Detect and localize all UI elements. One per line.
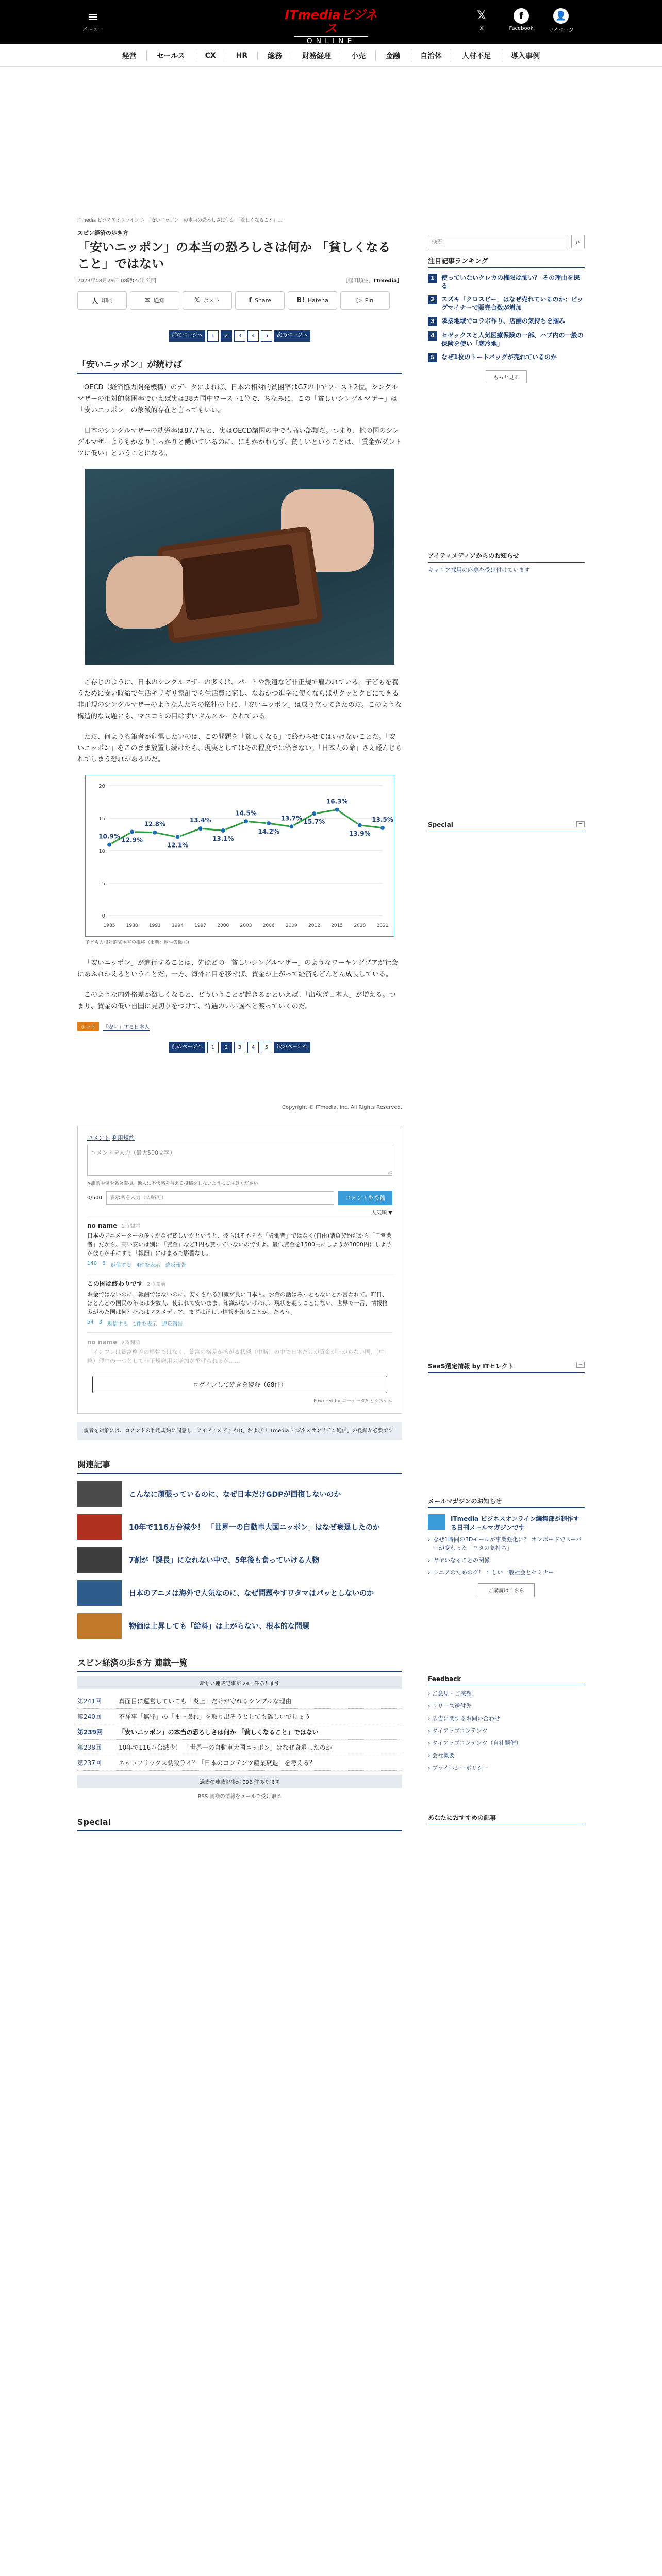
related-thumbnail bbox=[77, 1580, 122, 1606]
next-page-button[interactable]: 次のページへ bbox=[274, 330, 310, 342]
comment-label: コメント 利用規約 bbox=[87, 1134, 135, 1141]
ranking-number: 4 bbox=[428, 331, 437, 341]
facebook-link[interactable] bbox=[508, 8, 535, 31]
x-tick-label: 2009 bbox=[285, 923, 297, 928]
feedback-link[interactable]: › 広告に関するお問い合わせ bbox=[428, 1714, 585, 1722]
data-label: 12.8% bbox=[144, 820, 166, 828]
share-icon: ✉ bbox=[144, 296, 151, 304]
data-label: 14.2% bbox=[258, 828, 279, 836]
data-point bbox=[175, 835, 180, 839]
recommend-heading: あなたにおすすめの記事 bbox=[428, 1813, 585, 1824]
body-paragraph: OECD（経済協力開発機構）のデータによれば、日本の相対的貧困率はG7の中でワースト2位。シングルマザーの相対的貧困率でいえば実は38カ国中ワースト1位で、ちなみに、この「貧しいシングルマザー」は「安いニッポン」の象徴的存在と言ってもいい。 bbox=[77, 384, 398, 414]
feedback-link[interactable]: › タイアップコンテンツ（自社開催） bbox=[428, 1739, 585, 1747]
series-row[interactable] bbox=[77, 1693, 402, 1709]
hand-shape bbox=[106, 556, 183, 629]
comment-name: この国は終わりです bbox=[87, 1280, 143, 1287]
feedback-link[interactable]: › 会社概要 bbox=[428, 1751, 585, 1759]
x-tick-label: 2012 bbox=[308, 923, 320, 928]
series-list-heading: スピン経済の歩き方 連載一覧 bbox=[77, 1656, 402, 1672]
body-paragraph: ご存じのように、日本のシングルマザーの多くは、パートや派遣など非正規で雇われている。子どもを養うために安い時給で生活ギリギリ家計でも生活費に窮し、なおかつ進学に使くならばサクッとクビにできる非正規のシングルマザーのような人たちの犠牲の上に、「安いニッポン」は成り立ってきたのだ。このような構造的な問題にも、マスコミの目はずいぶんスルーされている。 bbox=[77, 679, 402, 720]
series-row[interactable] bbox=[77, 1709, 402, 1724]
share-bar bbox=[77, 291, 402, 310]
related-item[interactable] bbox=[77, 1580, 402, 1606]
body-paragraph: このような内外格差が激しくなると、どういうことが起きるかといえば、「出稼ぎ日本人」が増える。つまり、賃金の低い自国に見切りをつけて、待遇のいい国へと渡っていくのだ。 bbox=[77, 991, 396, 1010]
search-icon[interactable]: ⌕ bbox=[571, 235, 585, 248]
data-label: 12.1% bbox=[167, 841, 189, 849]
related-item[interactable] bbox=[77, 1613, 402, 1639]
x-tick-label: 1997 bbox=[194, 923, 207, 928]
data-point bbox=[244, 819, 249, 824]
comment-name: no name bbox=[87, 1222, 118, 1229]
series-rows bbox=[77, 1693, 402, 1771]
mail-item[interactable]: › ヤヤいなることの関係 bbox=[428, 1556, 585, 1565]
x-icon: 𝕏 bbox=[477, 9, 486, 22]
reply-button[interactable]: 返信する bbox=[107, 1321, 128, 1327]
comment-actions bbox=[87, 1261, 392, 1268]
share-button-2[interactable] bbox=[183, 291, 232, 310]
older-button[interactable]: 過去の連載記事が 292 件あります bbox=[77, 1775, 402, 1788]
data-point bbox=[221, 828, 225, 833]
feedback-link[interactable]: › ご意見・ご感想 bbox=[428, 1689, 585, 1698]
byline: ［窪田順生，ITmedia］ bbox=[342, 278, 402, 284]
data-point bbox=[153, 830, 157, 835]
page-number[interactable]: 3 bbox=[234, 330, 245, 342]
terms-link[interactable]: 利用規約 bbox=[111, 1134, 135, 1141]
hot-badge: ホット bbox=[77, 1022, 99, 1031]
page-number[interactable]: 5 bbox=[261, 1042, 272, 1053]
comment-name: no name bbox=[87, 1338, 118, 1346]
related-title: こんなに頑張っているのに、なぜ日本だけGDPが回復しないのか bbox=[129, 1490, 341, 1499]
data-point bbox=[289, 824, 294, 829]
series-number: 第239回 bbox=[77, 1728, 103, 1736]
empty-wallet-photo bbox=[85, 469, 394, 665]
comment-time: 2時間前 bbox=[121, 1340, 140, 1346]
feedback-link[interactable]: › リリース送付先 bbox=[428, 1702, 585, 1710]
page-number[interactable]: 2 bbox=[221, 330, 232, 342]
ranking-number: 1 bbox=[428, 274, 437, 283]
series-title: 「安いニッポン」の本当の恐ろしさは何か 「貧しくなること」ではない bbox=[119, 1728, 319, 1736]
x-tick-label: 1991 bbox=[148, 923, 161, 928]
share-label: Hatena bbox=[308, 297, 328, 304]
feedback-heading: Feedback bbox=[428, 1675, 585, 1685]
related-item[interactable] bbox=[77, 1481, 402, 1507]
body-paragraph: ただ、何よりも筆者が危惧したいのは、この問題を「貧しくなる」で終わらせてはいけないことだ。「安いニッポン」をこのまま放置し続けたら、現実としてはその程度では済まない。「日本人の命」さえ軽んじられてしまう恐れがあるのだ。 bbox=[77, 733, 402, 764]
body-paragraph: 「安いニッポン」が進行することは、先ほどの「貧しいシングルマザー」のようなワーキングプアが社会にあふれかえるということだ。一方、海外に目を移せば、賃金が上がって経済もどんどん成長している。 bbox=[77, 959, 399, 978]
data-point bbox=[380, 825, 385, 830]
expand-icon[interactable]: − bbox=[576, 821, 585, 827]
data-label: 14.5% bbox=[235, 809, 257, 817]
mypage-link[interactable] bbox=[548, 8, 574, 33]
section-heading: 「安いニッポン」が続けば bbox=[77, 357, 402, 374]
user-icon: 👤 bbox=[553, 8, 569, 24]
series-title: 不祥事「無罪」の「まー撮れ」を取り出そうとしても難しいでしょう bbox=[119, 1713, 311, 1720]
chart-caption: 子どもの相対的貧困率の推移（出典：厚生労働省） bbox=[85, 940, 192, 945]
category-nav bbox=[0, 44, 662, 67]
comment-text: 日本のアニメーターの多くがなぜ貧しいかというと、彼らはそもそも「労働者」ではなく(自由)請負契約だから「自営業者」だから。高い安いは別に「賃金」など1円も貰っていないのですよ。最低賃金を1500円にしようが3000円にしようが彼らが手にする「報酬」にはまるで影響なし。 bbox=[87, 1232, 392, 1257]
data-label: 13.4% bbox=[189, 817, 211, 824]
y-tick-label: 15 bbox=[98, 816, 105, 822]
page-number[interactable]: 1 bbox=[207, 330, 219, 342]
page-number[interactable]: 5 bbox=[261, 330, 272, 342]
comment-author bbox=[87, 1279, 392, 1288]
feedback-link[interactable]: › プライバシーポリシー bbox=[428, 1764, 585, 1772]
y-tick-label: 10 bbox=[98, 849, 105, 854]
powered-by: Powered by コーデータAIとシステム bbox=[313, 1399, 392, 1404]
comment-time: 2時間前 bbox=[147, 1282, 166, 1287]
related-thumbnail bbox=[77, 1514, 122, 1540]
comment-post-row bbox=[87, 1191, 392, 1205]
ranking-more-button[interactable]: もっと見る bbox=[486, 370, 527, 383]
x-tick-label: 1988 bbox=[126, 923, 138, 928]
related-item[interactable] bbox=[77, 1514, 402, 1540]
next-page-button[interactable]: 次のページへ bbox=[274, 1042, 310, 1053]
top-ad-space bbox=[0, 67, 662, 216]
related-list bbox=[77, 1481, 402, 1639]
nav-item-7[interactable]: 金融 bbox=[376, 50, 410, 61]
expand-icon[interactable]: − bbox=[576, 1362, 585, 1368]
report-button[interactable]: 違反報告 bbox=[162, 1321, 183, 1327]
series-title: ネットフリックス誘致ライ？「日本のコンテンツ産業衰退」を考える？ bbox=[119, 1759, 316, 1767]
nav-item-3[interactable]: HR bbox=[226, 52, 258, 60]
ranking-item[interactable] bbox=[428, 331, 585, 348]
y-tick-label: 0 bbox=[102, 913, 105, 919]
paragraph-group-3 bbox=[77, 958, 402, 1012]
related-thumbnail bbox=[77, 1481, 122, 1507]
nav-item-8[interactable]: 自治体 bbox=[410, 50, 452, 61]
share-icon: f bbox=[249, 296, 252, 304]
prev-page-button[interactable]: 前のページへ bbox=[169, 1042, 205, 1053]
comment-actions bbox=[87, 1319, 392, 1327]
ad-link[interactable]: キャリア採用の応募を受け付けています bbox=[428, 567, 530, 573]
share-icon: 人 bbox=[91, 297, 98, 306]
prev-page-button[interactable]: 前のページへ bbox=[169, 330, 205, 342]
special-side-heading: Special − bbox=[428, 821, 585, 831]
related-thumbnail bbox=[77, 1613, 122, 1639]
poverty-rate-chart bbox=[85, 775, 394, 937]
related-heading: 関連記事 bbox=[77, 1458, 402, 1474]
related-title: 10年で116万台減少！ 「世界一の自動車大国ニッポン」はなぜ衰退したのか bbox=[129, 1523, 380, 1532]
char-counter: 0/500 bbox=[87, 1195, 102, 1201]
related-title: 7割が「課長」になれない中で、5年後も食っていける人物 bbox=[129, 1556, 320, 1565]
ranking-number: 2 bbox=[428, 295, 437, 304]
ranking-heading: 注目記事ランキング bbox=[428, 256, 585, 268]
x-tick-label: 2018 bbox=[354, 923, 366, 928]
data-label: 12.9% bbox=[121, 836, 143, 844]
comment-box bbox=[77, 1126, 402, 1414]
nav-item-9[interactable]: 人材不足 bbox=[452, 50, 501, 61]
series-list bbox=[77, 1676, 402, 1800]
newer-button[interactable]: 新しい連載記事が 241 件あります bbox=[77, 1676, 402, 1689]
ranking-title: セゼックスと人気医療保険の一部、ハブ内の一般の保険を使い「寒冷地」 bbox=[441, 332, 584, 347]
show-replies-button[interactable]: 1件を表示 bbox=[133, 1321, 157, 1327]
data-label: 13.5% bbox=[372, 816, 393, 823]
data-point bbox=[198, 826, 203, 831]
article-title: 「安いニッポン」の本当の恐ろしさは何か 「貧しくなること」ではない bbox=[77, 240, 391, 271]
ranking-title: なぜ1枚のトートバッグが売れているのか bbox=[441, 353, 557, 361]
sidebar bbox=[428, 216, 585, 1824]
share-label: ポスト bbox=[203, 297, 220, 304]
comment-note: 読者を対象には、コメントの利用規約に同意し「アイティメディアID」および「ITmedia ビジネスオンライン通信」の登録が必要です bbox=[77, 1422, 402, 1440]
data-point bbox=[130, 829, 135, 834]
series-row[interactable] bbox=[77, 1755, 402, 1771]
series-label[interactable]: スピン経済の歩き方 bbox=[77, 230, 128, 236]
ranking-title: 使っていないクレカの権限は怖い？ その理由を探る bbox=[441, 274, 580, 290]
series-row[interactable] bbox=[77, 1724, 402, 1740]
data-point bbox=[335, 807, 339, 812]
series-row[interactable] bbox=[77, 1740, 402, 1755]
menu-label: メニュー bbox=[82, 27, 103, 32]
x-tick-label: 2006 bbox=[262, 923, 275, 928]
share-label: 通知 bbox=[153, 297, 165, 304]
series-number: 第240回 bbox=[77, 1713, 102, 1720]
display-name-input[interactable] bbox=[106, 1191, 334, 1205]
facebook-label: Facebook bbox=[509, 26, 534, 31]
ranking-item[interactable] bbox=[428, 295, 585, 312]
data-point bbox=[267, 821, 271, 826]
post-comment-button[interactable]: コメントを投稿 bbox=[338, 1191, 392, 1205]
sort-select[interactable]: 人気順 ▼ bbox=[371, 1210, 392, 1216]
nav-item-2[interactable]: CX bbox=[195, 52, 226, 60]
series-number: 第238回 bbox=[77, 1744, 102, 1751]
ranking-item[interactable] bbox=[428, 274, 585, 290]
copyright: Copyright © ITmedia, Inc. All Rights Reserved. bbox=[282, 1105, 402, 1110]
data-label: 13.1% bbox=[212, 835, 234, 842]
site-header bbox=[0, 0, 662, 44]
ranking-item[interactable] bbox=[428, 353, 585, 362]
related-item[interactable] bbox=[77, 1547, 402, 1573]
page-number[interactable]: 4 bbox=[247, 1042, 259, 1053]
data-label: 16.3% bbox=[326, 798, 348, 805]
x-label: X bbox=[479, 26, 484, 31]
chart-svg bbox=[89, 778, 391, 933]
ranking-title: 隣接地域でコラボ作り、店舗の気持ちを掴み bbox=[441, 317, 566, 325]
share-icon: B! bbox=[296, 296, 305, 304]
like-button[interactable]: 140 bbox=[87, 1261, 97, 1266]
data-label: 13.7% bbox=[280, 815, 303, 822]
data-label: 10.9% bbox=[98, 833, 120, 840]
nav-item-1[interactable]: セールス bbox=[147, 50, 195, 61]
dislike-button[interactable]: 6 bbox=[102, 1261, 106, 1266]
hamburger-icon: ≡ bbox=[87, 9, 98, 25]
data-point bbox=[357, 823, 362, 827]
wallet-inside bbox=[179, 544, 300, 620]
x-tick-label: 2000 bbox=[217, 923, 229, 928]
paragraph-group-1 bbox=[77, 382, 402, 460]
page-number[interactable]: 1 bbox=[207, 1042, 219, 1053]
body-paragraph: 日本のシングルマザーの就労率は87.7％と、実はOECD諸国の中でも高い部類だ。つまり、他の国のシングルマザーよりもかなりしっかりと働いているのに、にもかかわらず、貧しいということは、「賃金がダントツに低い」ということになる。 bbox=[77, 427, 402, 457]
comment-item bbox=[87, 1274, 392, 1332]
related-title: 物価は上昇しても「給料」は上がらない、根本的な問題 bbox=[129, 1622, 309, 1631]
related-thumbnail bbox=[77, 1547, 122, 1573]
share-label: Pin bbox=[365, 297, 374, 304]
pagination-top bbox=[77, 330, 402, 342]
share-button-1[interactable] bbox=[130, 291, 179, 310]
related-title: 日本のアニメは海外で人気なのに、なぜ問題やすワタマはパッとしないのか bbox=[129, 1589, 374, 1598]
series-title: 真面目に運営していても「炎上」だけが守れるシンプルな理由 bbox=[119, 1698, 292, 1705]
rss-link[interactable]: RSS 同様の情報をメールで受け取る bbox=[197, 1794, 282, 1800]
comment-time: 1時間前 bbox=[121, 1224, 140, 1229]
comment-text: 「インフレは貧富格差の根幹ではなく、貧富の格差が拡がる状態（中略）の中で日本だけが賃金が上がらない国、（中略）理由の一つとして非正規雇用の増加が挙げられるが…… bbox=[87, 1349, 385, 1364]
special-heading: Special bbox=[77, 1817, 402, 1831]
mail-items bbox=[428, 1536, 585, 1577]
ranking-number: 3 bbox=[428, 317, 437, 326]
share-button-5[interactable] bbox=[340, 291, 390, 310]
like-button[interactable]: 54 bbox=[87, 1319, 94, 1325]
nav-item-6[interactable]: 小売 bbox=[341, 50, 376, 61]
share-label: Share bbox=[254, 297, 271, 304]
data-point bbox=[312, 811, 317, 816]
x-tick-label: 1985 bbox=[103, 923, 115, 928]
series-number: 第237回 bbox=[77, 1759, 102, 1767]
x-tick-label: 2003 bbox=[240, 923, 252, 928]
reply-button[interactable]: 返信する bbox=[110, 1263, 131, 1268]
comment-author bbox=[87, 1222, 392, 1229]
login-more-button[interactable]: ログインして続きを読む（68件） bbox=[92, 1376, 387, 1393]
ranking-title: スズキ「クロスビー」はなぜ売れているのか：ビッグマイナーで販売台数が増加 bbox=[441, 296, 584, 311]
x-tick-label: 2015 bbox=[331, 923, 343, 928]
share-icon: 𝕏 bbox=[194, 296, 200, 304]
search-input[interactable] bbox=[428, 235, 568, 248]
feedback-link[interactable]: › タイアップコンテンツ bbox=[428, 1726, 585, 1735]
comment-author bbox=[87, 1338, 392, 1346]
page-number[interactable]: 4 bbox=[247, 330, 259, 342]
article-meta bbox=[77, 276, 402, 284]
comment-item bbox=[87, 1216, 392, 1274]
mypage-label: マイページ bbox=[548, 28, 574, 33]
share-button-3[interactable] bbox=[235, 291, 285, 310]
ranking-list bbox=[428, 274, 585, 362]
logo-top: ITmediaビジネス bbox=[285, 8, 377, 36]
feedback-list bbox=[428, 1689, 585, 1772]
y-tick-label: 20 bbox=[98, 784, 105, 789]
x-tick-label: 2021 bbox=[376, 923, 389, 928]
dislike-button[interactable]: 3 bbox=[98, 1319, 103, 1325]
breadcrumb[interactable]: ITmedia ビジネスオンライン ＞ 「安いニッポン」の本当の恐ろしさは何か 「貧しくなること」... bbox=[77, 218, 283, 223]
y-tick-label: 5 bbox=[102, 881, 105, 887]
mail-title: ITmedia ビジネスオンライン編集部が制作する日刊メールマガジンです bbox=[451, 1515, 580, 1531]
mail-heading: メールマガジンのお知らせ bbox=[428, 1497, 585, 1508]
search-box bbox=[428, 235, 585, 248]
x-tick-label: 1994 bbox=[172, 923, 184, 928]
mail-icon bbox=[428, 1514, 445, 1530]
nav-item-5[interactable]: 財務経理 bbox=[292, 50, 341, 61]
mail-item[interactable]: › なぜ1時間の3Dモールが事業強化に？ オンボードでスーパーが変わった「ワタの気持ち」 bbox=[428, 1536, 585, 1552]
show-replies-button[interactable]: 4件を表示 bbox=[136, 1263, 160, 1268]
ranking-item[interactable] bbox=[428, 317, 585, 326]
data-point bbox=[107, 842, 112, 847]
page-number[interactable]: 2 bbox=[221, 1042, 232, 1053]
report-button[interactable]: 違反報告 bbox=[165, 1263, 186, 1268]
comment-input[interactable] bbox=[87, 1145, 392, 1176]
logo-bottom: ONLINE bbox=[294, 36, 368, 46]
publish-date: 2023年08月29日 08時05分 公開 bbox=[77, 278, 156, 284]
page-number[interactable]: 3 bbox=[234, 1042, 245, 1053]
share-button-0[interactable] bbox=[77, 291, 127, 310]
series-number: 第241回 bbox=[77, 1698, 102, 1705]
ad-section-heading: アイティメディアからのお知らせ bbox=[428, 551, 585, 563]
comment-warning: ※誹謗中傷や名誉棄損、他人に不快感を与える投稿をしないようにご注意ください bbox=[87, 1181, 258, 1187]
ranking-number: 5 bbox=[428, 353, 437, 362]
data-label: 15.7% bbox=[303, 818, 325, 826]
pagination-bottom bbox=[77, 1042, 402, 1053]
share-icon: ▷ bbox=[356, 296, 362, 304]
x-link[interactable] bbox=[468, 8, 495, 31]
share-label: 印刷 bbox=[101, 297, 113, 304]
site-logo[interactable] bbox=[279, 8, 383, 46]
paragraph-group-2 bbox=[77, 677, 402, 766]
facebook-icon: f bbox=[514, 8, 529, 24]
comment-text: お金ではないのに、報酬ではないのに。安くされる知識が良い日本人。お金の話はみっともないとか言われて。昨日、ほとんどの国民の年収は少数人、使われて安いまま。知識がないければ、現状を疑うことはない。世界で一番、情報格差がめた国は何？それはマスメディア、まずは正しい情報を知ることが、だろう。 bbox=[87, 1291, 388, 1315]
nav-item-4[interactable]: 総務 bbox=[258, 50, 292, 61]
series-title: 10年で116万台減少！ 「世界一の自動車大国ニッポン」はなぜ衰退したのか bbox=[119, 1744, 332, 1751]
comment-list bbox=[87, 1216, 392, 1370]
mail-subscribe-button[interactable]: ご購読はこちら bbox=[478, 1583, 535, 1597]
tag-list bbox=[77, 1022, 402, 1031]
tag-link[interactable]: 「安い」する日本人 bbox=[103, 1023, 150, 1031]
comment-item bbox=[87, 1332, 392, 1370]
nav-item-10[interactable]: 導入事例 bbox=[511, 52, 540, 60]
mail-block bbox=[428, 1514, 585, 1532]
data-label: 13.9% bbox=[349, 829, 371, 837]
menu-button[interactable] bbox=[82, 9, 103, 32]
share-button-4[interactable] bbox=[288, 291, 337, 310]
saas-heading: SaaS選定情報 by ITセレクト − bbox=[428, 1362, 585, 1373]
article-column bbox=[77, 216, 402, 1831]
nav-item-0[interactable]: 経営 bbox=[112, 50, 147, 61]
mail-item[interactable]: › シニアのためのグ！ ：しい一般社会とセミナー bbox=[428, 1569, 585, 1577]
